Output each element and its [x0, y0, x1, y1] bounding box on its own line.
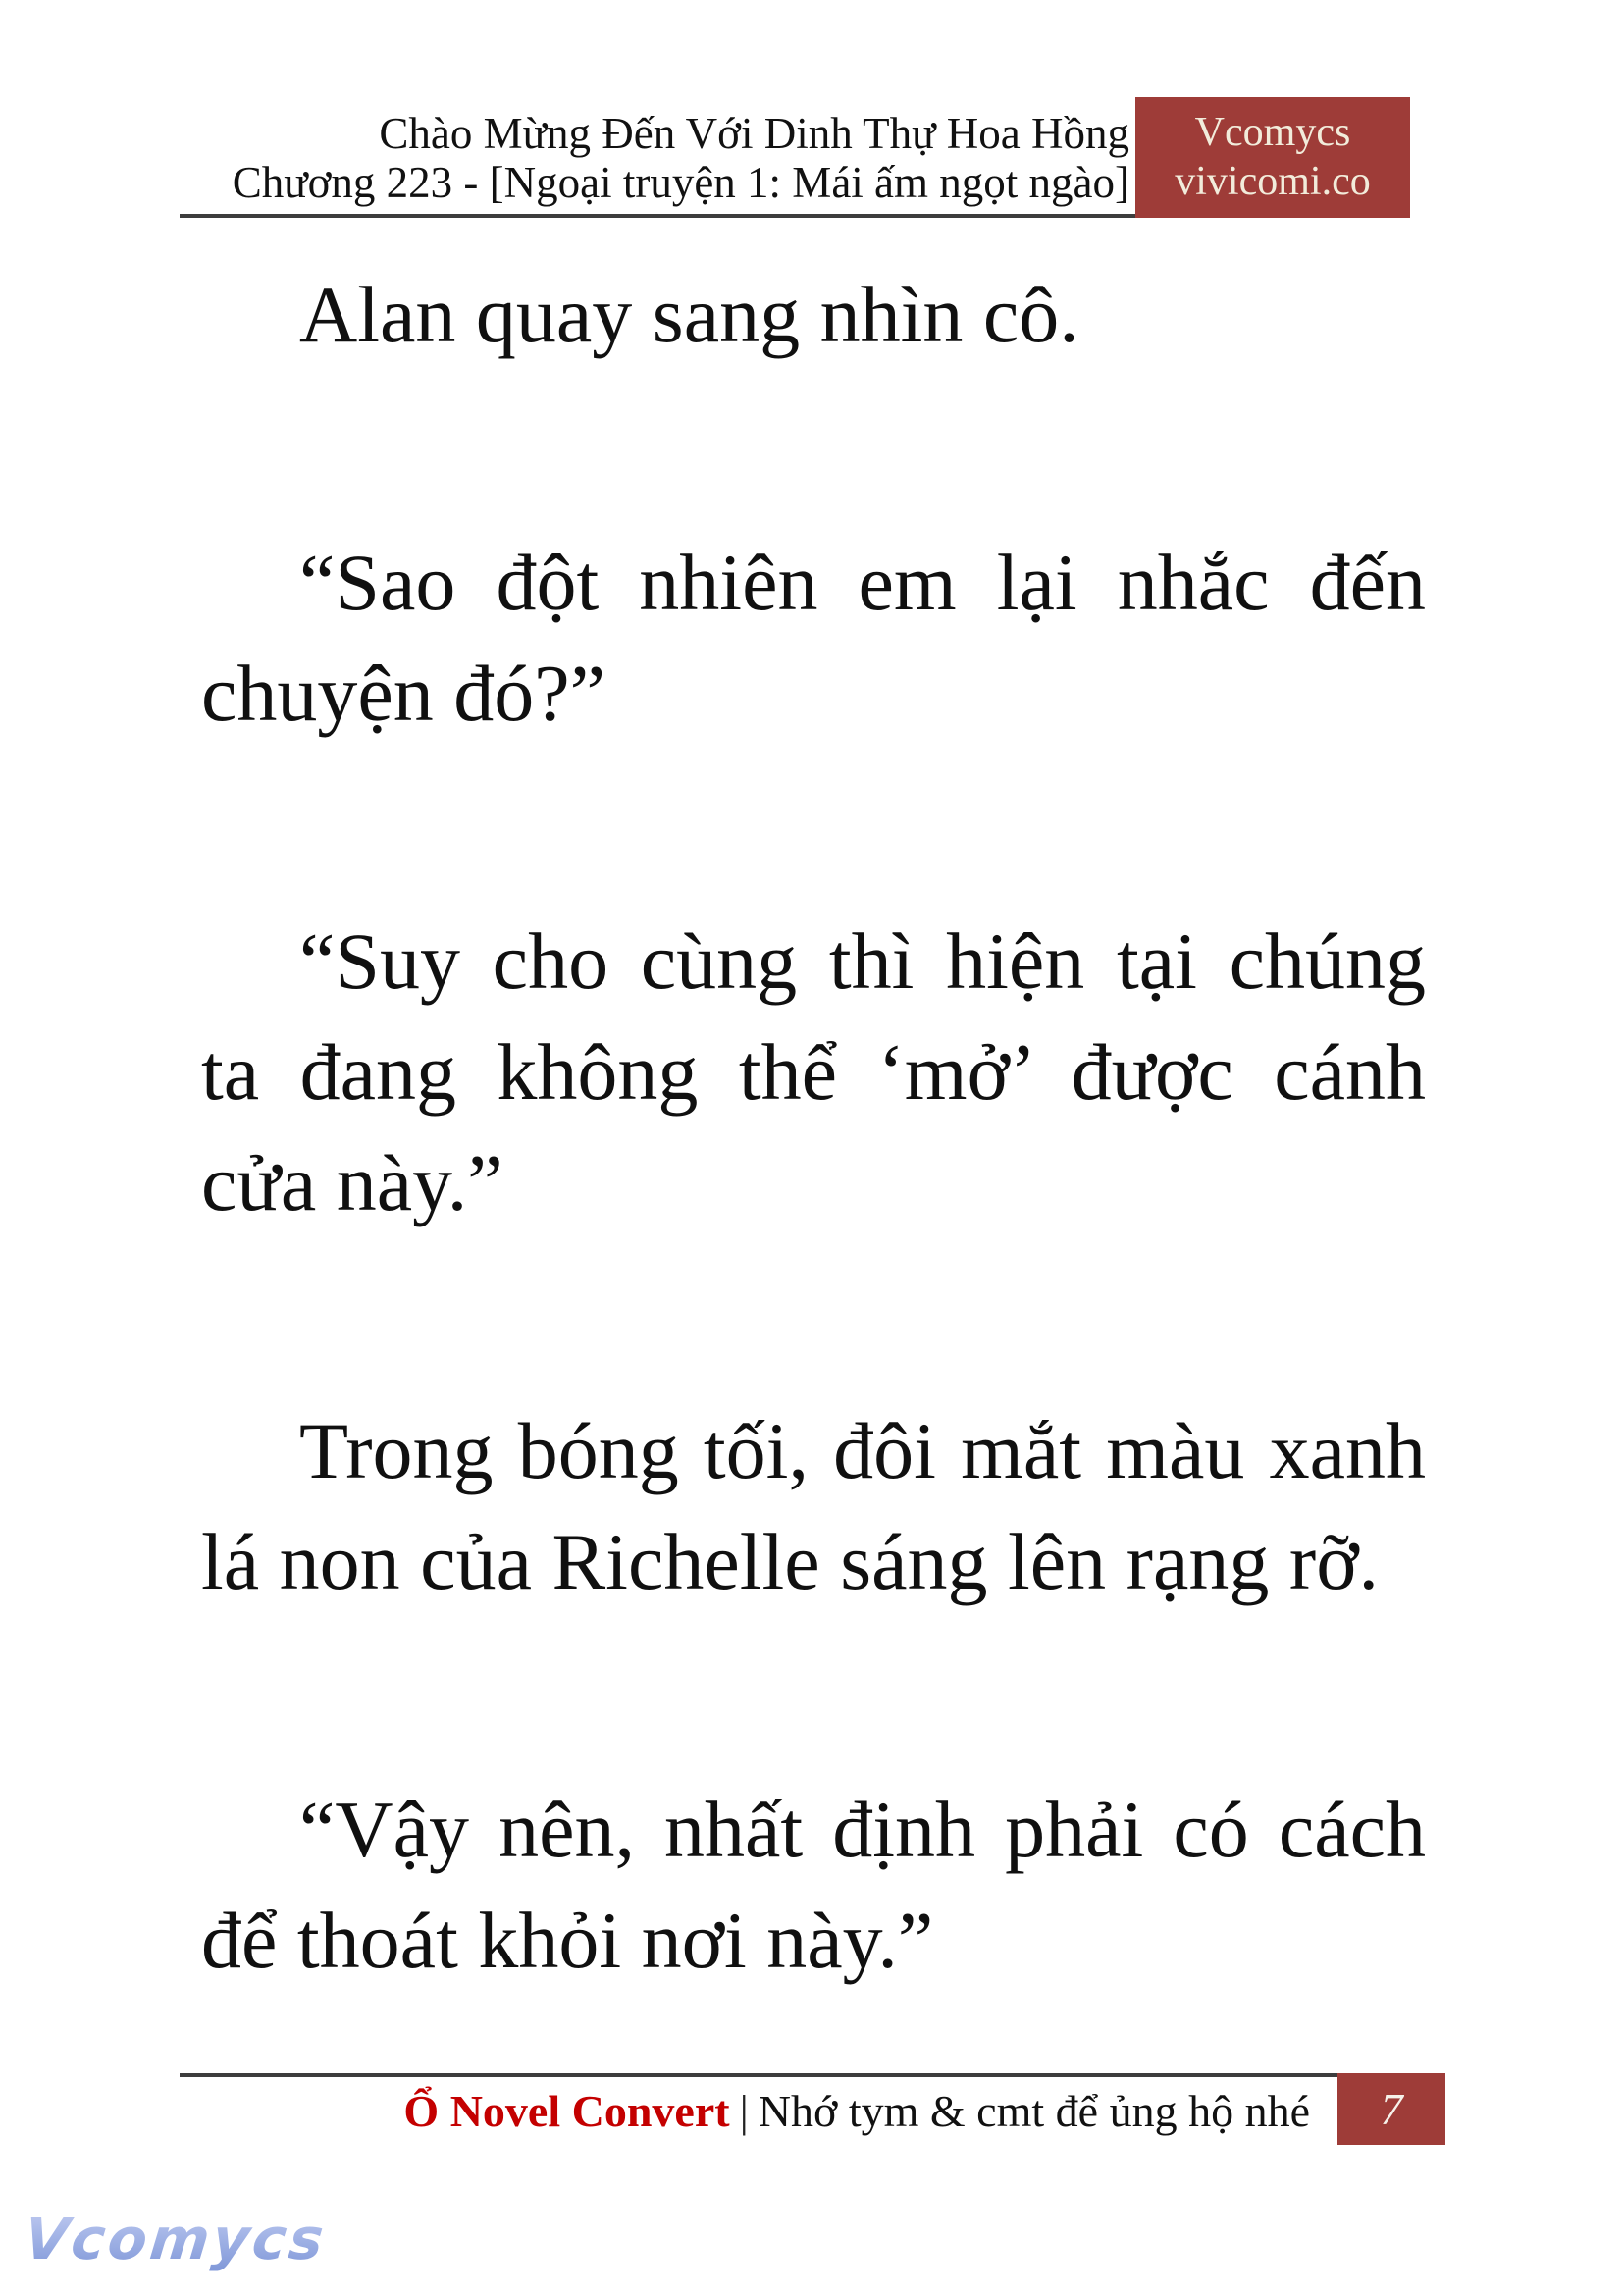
paragraph — [201, 906, 1426, 1238]
chapter-header — [180, 97, 1135, 218]
paragraph — [201, 1774, 1426, 1996]
text-line: cửa này.” — [201, 1138, 503, 1227]
paragraph — [201, 527, 1426, 749]
footer-rule — [180, 2073, 1337, 2077]
page-body — [201, 259, 1426, 2153]
paragraph — [201, 1395, 1426, 1617]
text-line: “Suy cho cùng thì hiện tại chúng — [299, 916, 1426, 1006]
page-header — [180, 97, 1410, 218]
chapter-title: Chương 223 - [Ngoại truyện 1: Mái ấm ngọt ngào] — [232, 158, 1129, 207]
page-number: 7 — [1380, 2084, 1403, 2134]
text-line: Alan quay sang nhìn cô. — [299, 270, 1079, 359]
footer-note: Nhớ tym & cmt để ủng hộ nhé — [758, 2086, 1310, 2136]
book-title: Chào Mừng Đến Với Dinh Thự Hoa Hồng — [379, 109, 1129, 158]
footer-brand: Ổ Novel Convert — [403, 2086, 730, 2136]
text-line: lá non của Richelle sáng lên rạng rỡ. — [201, 1517, 1380, 1606]
text-line: để thoát khỏi nơi này.” — [201, 1896, 934, 1985]
translator-name: Vcomycs — [1194, 110, 1351, 155]
text-line: ta đang không thể ‘mở’ được cánh — [201, 1027, 1426, 1117]
footer-separator: | — [739, 2086, 749, 2136]
text-line: chuyện đó?” — [201, 649, 606, 738]
text-line: Trong bóng tối, đôi mắt màu xanh — [299, 1406, 1426, 1495]
vcomycs-watermark-logo: Vcomycs — [21, 2206, 330, 2272]
text-line: “Vậy nên, nhất định phải có cách — [299, 1785, 1426, 1874]
page-number-badge — [1337, 2073, 1445, 2145]
translator-badge — [1135, 97, 1410, 218]
translator-site: vivicomi.co — [1175, 159, 1371, 204]
paragraph — [201, 259, 1426, 370]
page-footer — [180, 2081, 1324, 2142]
text-line: “Sao đột nhiên em lại nhắc đến — [299, 538, 1426, 627]
